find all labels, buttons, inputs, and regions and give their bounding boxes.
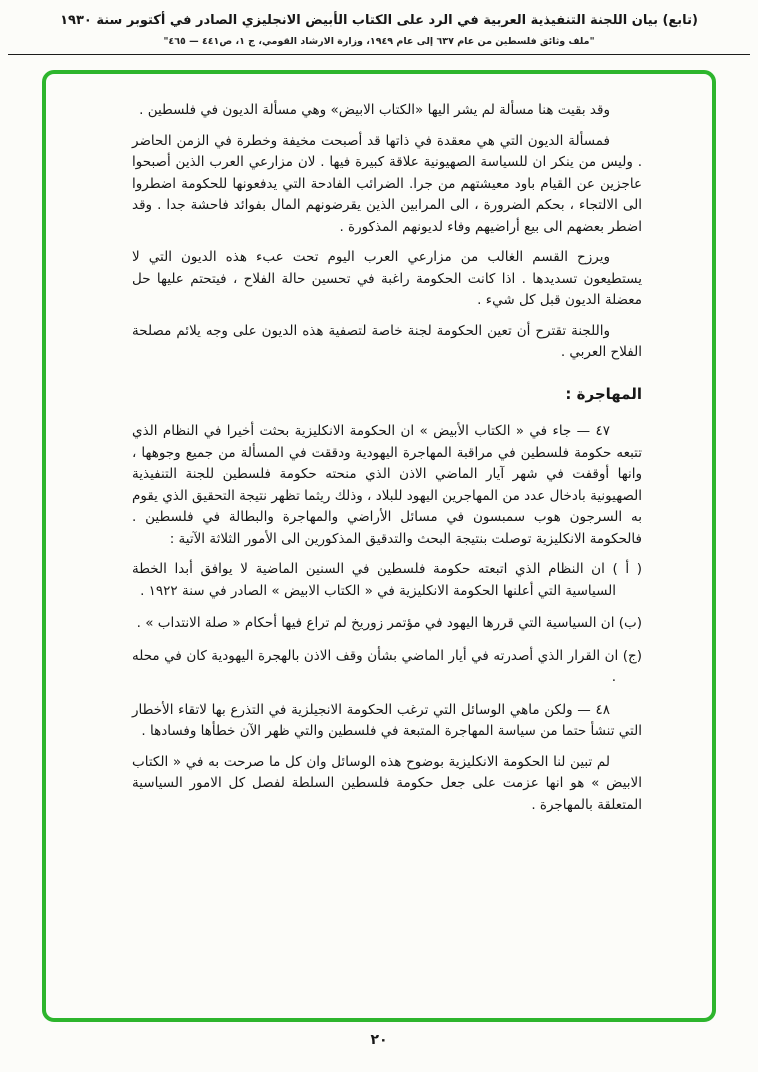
paragraph-committee-proposal: واللجنة تقترح أن تعين الحكومة لجنة خاصة لتصفية هذه الديون على وجه يلائم مصلحة الفلاح العربي . <box>132 322 642 360</box>
page-number: ٢٠ <box>370 1032 388 1048</box>
paragraph-conclusion: لم تبين لنا الحكومة الانكليزية بوضوح هذه الوسائل وان كل ما صرحت به في « الكتاب الابيض » هو انها عزمت على جعل حكومة فلسطين السلطة لفصل كل الامور السياسية المتعلقة بالمهاجرة . <box>132 753 642 813</box>
header-divider <box>8 54 750 55</box>
paragraph-debts-detail: فمسألة الديون التي هي معقدة في ذاتها قد أصبحت مخيفة وخطرة في الزمن الحاضر . وليس من ينكر ان للسياسة الصهيونية علاقة كبيرة فيها . لان مزارعي العرب الذين أصبحوا عاجزين عن القيام باود معيشتهم من جرا. الضرائب الفادحة التي يدفعونها للحكومة اضطروا الى الالتجاء ، بحكم الضرورة ، الى المرابين الذين يقرضونهم المال بفوائد فاحشة جدا . وقد اضطر بعضهم الى بيع أراضيهم وفاء لديونهم المذكورة . <box>132 132 642 235</box>
paragraph-48: ٤٨ — ولكن ماهي الوسائل التي ترغب الحكومة الانجيلزية في التذرع بها لاتقاء الأخطار التي تنشأ حتما من سياسة المهاجرة المتبعة في فلسطين والتي ظهر الآن خطأها وفسادها . <box>132 701 642 739</box>
paragraph-debts-intro: وقد بقيت هنا مسألة لم يشر اليها «الكتاب الابيض» وهي مسألة الديون في فلسطين . <box>139 102 610 118</box>
content-frame <box>42 70 716 1022</box>
section-heading-immigration: المهاجرة : <box>565 384 642 403</box>
paragraph-47: ٤٧ — جاء في « الكتاب الأبيض » ان الحكومة الانكليزية بحثت أخيرا في النظام الذي تتبعه حكومة فلسطين في مراقبة المهاجرة اليهودية ودققت في المسألة من جميع وجوهها ، وانها أوقفت في شهر آيار الماضي الاذن الذي منحته حكومة فلسطين للجنة التنفيذية الصهيونية بادخال عدد من المهاجرين اليهود للبلاد ، وذلك ريثما تظهر نتيجة التحقيق الذي يقوم به السرجون هوب سمبسون في مسائل الأراضي والمهاجرة والبطالة في فلسطين . فالحكومة الانكليزية توصلت بنتيجة البحث والتدقيق المذكورين الى الأمور الثلاثة الآتية : <box>132 423 642 547</box>
document-title: (تابع) بيان اللجنة التنفيذية العربية في الرد على الكتاب الأبيض الانجليزي الصادر في أكتوبر سنة ١٩٣٠ <box>60 13 698 28</box>
document-source-citation: "ملف وثائق فلسطين من عام ٦٣٧ إلى عام ١٩٤٩، وزارة الارشاد القومي، ج ١، ص٤٤١ — ٤٦٥" <box>163 36 595 47</box>
paragraph-debts-burden: ويرزح القسم الغالب من مزارعي العرب اليوم تحت عبء هذه الديون التي لا يستطيعون تسديدها . اذا كانت الحكومة راغبة في تحسين حالة الفلاح ، فيتحتم عليها حل معضلة الديون قبل كل شيء . <box>132 249 642 308</box>
document-body <box>46 74 712 816</box>
list-item-c: (ج) ان القرار الذي أصدرته في أيار الماضي بشأن وقف الاذن بالهجرة اليهودية كان في محله . <box>132 647 642 685</box>
document-header <box>0 0 758 55</box>
list-item-a: ( أ ) ان النظام الذي اتبعته حكومة فلسطين في السنين الماضية لا يوافق أبدا الخطة السياسية التي أعلنها الحكومة الانكليزية في « الكتاب الابيض » الصادر في سنة ١٩٢٢ . <box>132 561 642 599</box>
list-item-b: (ب) ان السياسية التي قررها اليهود في مؤتمر زوريخ لم تراع فيها أحكام « صلة الانتداب » . <box>136 615 642 631</box>
